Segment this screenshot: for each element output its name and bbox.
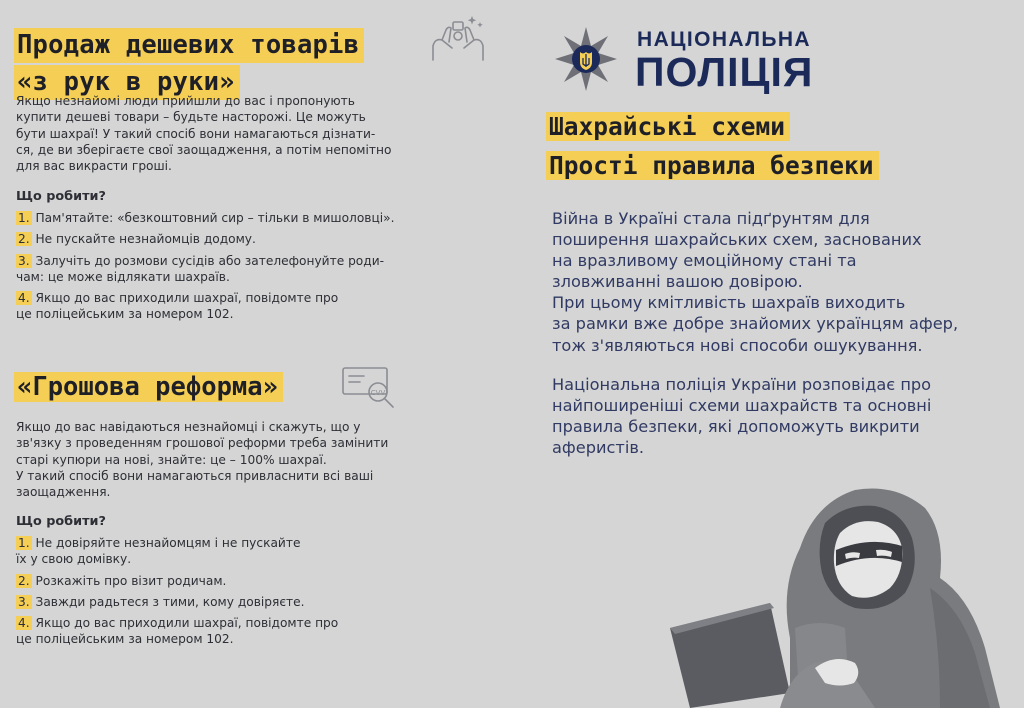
intro-line: правила безпеки, які допоможуть викрити	[552, 417, 920, 437]
list-item	[16, 231, 394, 247]
list-text: Завжди радьтеся з тими, кому довіряєте.	[35, 594, 305, 609]
list-item	[16, 594, 338, 610]
section2-list	[16, 535, 338, 653]
list-number: 1.	[18, 211, 30, 225]
brand-line2: ПОЛІЦІЯ	[635, 49, 814, 95]
intro-paragraph-1	[552, 208, 958, 356]
svg-text:CVV: CVV	[370, 389, 386, 397]
hooded-hacker-illustration	[640, 478, 1024, 708]
list-text: це поліцейським за номером 102.	[16, 632, 234, 647]
list-item	[16, 535, 338, 568]
section1-title-line2: «з рук в руки»	[14, 65, 240, 100]
intro-line: При цьому кмітливість шахраїв виходить	[552, 293, 906, 313]
section1-title	[14, 28, 364, 102]
list-text: Розкажіть про візит родичам.	[35, 573, 227, 588]
brand-line1: НАЦІОНАЛЬНА	[637, 28, 811, 51]
section1-list	[16, 210, 394, 328]
intro-line: за рамки вже добре знайомих українцям афер,	[552, 314, 959, 334]
list-number: 2.	[18, 232, 30, 247]
list-item	[16, 253, 394, 286]
list-number: 4.	[18, 616, 30, 631]
police-star-logo	[553, 26, 619, 92]
list-item	[16, 573, 338, 589]
list-text: Не пускайте незнайомців додому.	[35, 232, 256, 247]
headline	[546, 110, 879, 188]
section2-body-line: У такий спосіб вони намагаються привласнити всі ваші	[16, 468, 374, 483]
intro-paragraph-2	[552, 374, 931, 458]
list-text: Якщо до вас приходили шахраї, повідомте про	[35, 616, 339, 631]
section2-body	[16, 419, 388, 500]
list-text: чам: це може відлякати шахраїв.	[16, 269, 230, 284]
section1-body-line: бути шахраї! У такий спосіб вони намагаються дізнати-	[16, 126, 376, 141]
hands-giving-icon	[430, 14, 486, 66]
headline-line2: Прості правила безпеки	[546, 151, 879, 180]
intro-line: найпоширеніші схеми шахрайств та основні	[552, 396, 932, 416]
intro-line: поширення шахрайських схем, заснованих	[552, 230, 922, 250]
section1-body-line: купити дешеві товари – будьте насторожі. Це можуть	[16, 110, 366, 125]
list-number: 4.	[18, 291, 30, 306]
list-number: 2.	[18, 573, 30, 588]
list-number: 1.	[18, 536, 30, 550]
section1-body	[16, 93, 391, 174]
list-text: Якщо до вас приходили шахраї, повідомте про	[35, 291, 339, 306]
list-item	[16, 615, 338, 648]
list-text: Не довіряйте незнайомцям і не пускайте	[35, 536, 301, 550]
list-text: Пам'ятайте: «безкоштовний сир – тільки в мишоловці».	[35, 211, 395, 225]
intro-line: Війна в Україні стала підґрунтям для	[552, 209, 870, 228]
section2-body-line: Якщо до вас навідаються незнайомці і скажуть, що у	[16, 420, 361, 434]
list-number: 3.	[18, 594, 30, 609]
headline-line1: Шахрайські схеми	[546, 112, 790, 141]
section2-body-line: зв'язку з проведенням грошової реформи треба замінити	[16, 436, 389, 451]
section2-body-line: заощадження.	[16, 485, 111, 500]
section2-what-to-do: Що робити?	[16, 514, 106, 529]
banknote-magnifier-icon	[340, 360, 398, 418]
list-text: це поліцейським за номером 102.	[16, 307, 234, 322]
section2-body-line: старі купюри на нові, знайте: це – 100% шахраї.	[16, 452, 327, 467]
list-text: їх у свою домівку.	[16, 552, 132, 567]
list-item	[16, 210, 394, 226]
intro-line: аферистів.	[552, 438, 645, 458]
section2-title	[14, 370, 283, 405]
list-number: 3.	[18, 253, 30, 268]
section1-body-line: для вас викрасти гроші.	[16, 159, 172, 174]
section2-title-text: «Грошова реформа»	[14, 372, 283, 402]
section1-what-to-do: Що робити?	[16, 189, 106, 204]
list-text: Залучіть до розмови сусідів або зателефонуйте роди-	[35, 253, 385, 268]
intro-line: тож з'являються нові способи ошукування.	[552, 335, 923, 355]
section1-body-line: Якщо незнайомі люди прийшли до вас і пропонують	[16, 94, 355, 108]
intro-line: Національна поліція України розповідає про	[552, 375, 932, 394]
section1-title-line1: Продаж дешевих товарів	[14, 28, 364, 63]
intro-line: зловживанні вашою довірою.	[552, 272, 803, 292]
list-item	[16, 290, 394, 323]
intro-line: на вразливому емоційному стані та	[552, 251, 857, 271]
section1-body-line: ся, де ви зберігаєте свої заощадження, а потім непомітно	[16, 142, 392, 157]
